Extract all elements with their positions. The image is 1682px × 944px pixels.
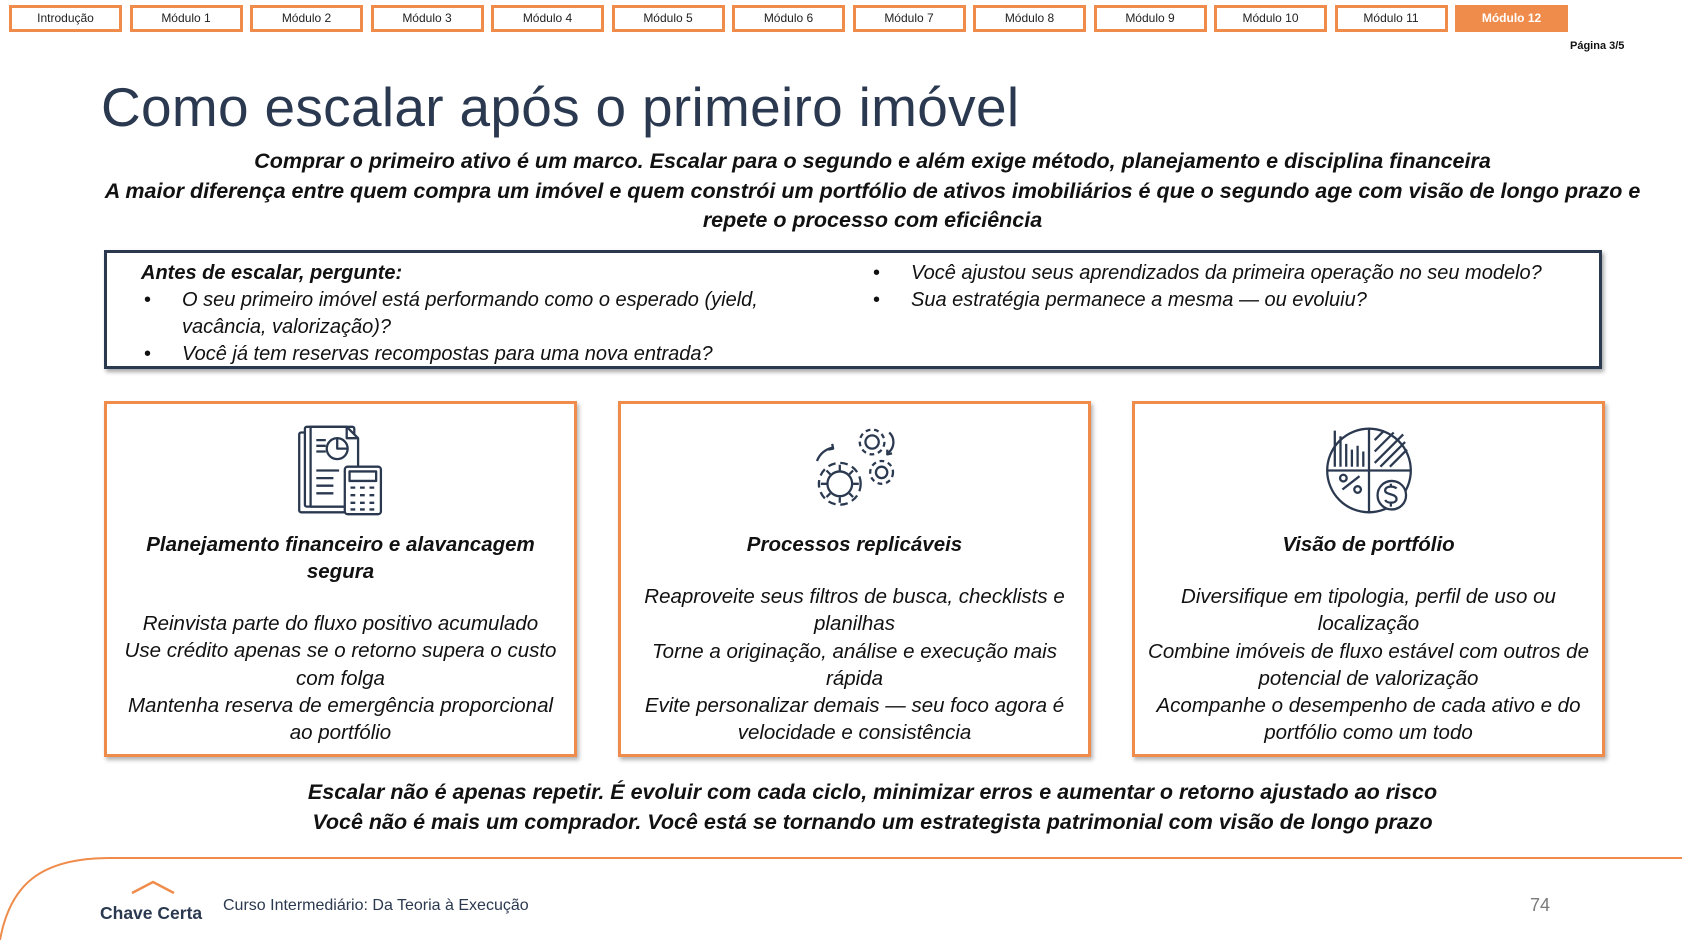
tab-modulo-2[interactable]: Módulo 2 <box>250 5 363 32</box>
questions-left-column <box>141 260 841 368</box>
questions-right-list <box>870 260 1570 314</box>
closing-line-1: Escalar não é apenas repetir. É evoluir com cada ciclo, minimizar erros e aumentar o retorno ajustado ao risco <box>307 780 1438 804</box>
tab-modulo-12[interactable]: Módulo 12 <box>1455 5 1568 32</box>
card-body <box>1147 583 1590 747</box>
card-line: Torne a originação, análise e execução mais rápida <box>652 639 1057 690</box>
intro-line-1: Comprar o primeiro ativo é um marco. Escalar para o segundo e além exige método, planejamento e disciplina financeira <box>254 149 1491 173</box>
card-line: Evite personalizar demais — seu foco agora é velocidade e consistência <box>644 694 1065 745</box>
card-line: Mantenha reserva de emergência proporcional ao portfólio <box>127 693 554 745</box>
card-financial-planning <box>104 401 577 757</box>
card-line: Reinvista parte do fluxo positivo acumulado <box>142 612 539 635</box>
tab-modulo-1[interactable]: Módulo 1 <box>130 5 243 32</box>
tab-introducao[interactable]: Introdução <box>9 5 122 32</box>
gears-process-icon <box>807 423 902 518</box>
card-line: Acompanhe o desempenho de cada ativo e do portfólio como um todo <box>1156 694 1581 745</box>
financial-planning-icon <box>293 423 388 518</box>
card-line: Use crédito apenas se o retorno supera o custo com folga <box>124 639 557 690</box>
questions-box <box>104 250 1602 369</box>
card-body <box>119 610 562 746</box>
slide-number: 74 <box>1530 895 1551 915</box>
question-item: • Você ajustou seus aprendizados da primeira operação no seu modelo? <box>870 260 1570 287</box>
module-tab-bar <box>9 5 1674 29</box>
tab-modulo-11[interactable]: Módulo 11 <box>1335 5 1448 32</box>
tab-modulo-9[interactable]: Módulo 9 <box>1094 5 1207 32</box>
questions-right-column <box>870 260 1570 314</box>
question-item: • O seu primeiro imóvel está performando como o esperado (yield, vacância, valorização)? <box>141 287 841 341</box>
course-title: Curso Intermediário: Da Teoria à Execução <box>223 897 529 914</box>
card-title: Processos replicáveis <box>746 533 963 556</box>
card-line: Combine imóveis de fluxo estável com outros de potencial de valorização <box>1148 639 1589 690</box>
tab-modulo-3[interactable]: Módulo 3 <box>371 5 484 32</box>
tab-modulo-6[interactable]: Módulo 6 <box>732 5 845 32</box>
question-item: • Você já tem reservas recompostas para uma nova entrada? <box>141 341 841 368</box>
intro-line-2: A maior diferença entre quem compra um imóvel e quem constrói um portfólio de ativos imobiliários é que o segundo age com visão de longo prazo e repete o processo com eficiência <box>104 178 1641 232</box>
questions-left-list <box>141 287 841 368</box>
tab-modulo-7[interactable]: Módulo 7 <box>853 5 966 32</box>
tab-modulo-4[interactable]: Módulo 4 <box>491 5 604 32</box>
card-title: Planejamento financeiro e alavancagem segura <box>146 533 535 583</box>
intro-text <box>95 147 1650 236</box>
tab-modulo-5[interactable]: Módulo 5 <box>612 5 725 32</box>
card-portfolio-vision <box>1132 401 1605 757</box>
card-line: Diversifique em tipologia, perfil de uso ou localização <box>1181 585 1556 636</box>
card-replicable-processes <box>618 401 1091 757</box>
tab-modulo-8[interactable]: Módulo 8 <box>973 5 1086 32</box>
card-line: Reaproveite seus filtros de busca, checklists e planilhas <box>644 585 1065 636</box>
page-indicator: Página 3/5 <box>1570 40 1625 52</box>
card-body <box>633 583 1076 747</box>
closing-text <box>95 777 1650 837</box>
closing-line-2: Você não é mais um comprador. Você está se tornando um estrategista patrimonial com visão de longo prazo <box>312 810 1433 834</box>
questions-heading: Antes de escalar, pergunte: <box>141 262 403 284</box>
slide-title: Como escalar após o primeiro imóvel <box>101 76 1020 138</box>
card-title: Visão de portfólio <box>1282 533 1455 556</box>
tab-modulo-10[interactable]: Módulo 10 <box>1214 5 1327 32</box>
brand-logo-text: Chave Certa <box>100 903 203 923</box>
question-item: • Sua estratégia permanece a mesma — ou evoluiu? <box>870 287 1570 314</box>
portfolio-pie-icon <box>1321 423 1416 518</box>
